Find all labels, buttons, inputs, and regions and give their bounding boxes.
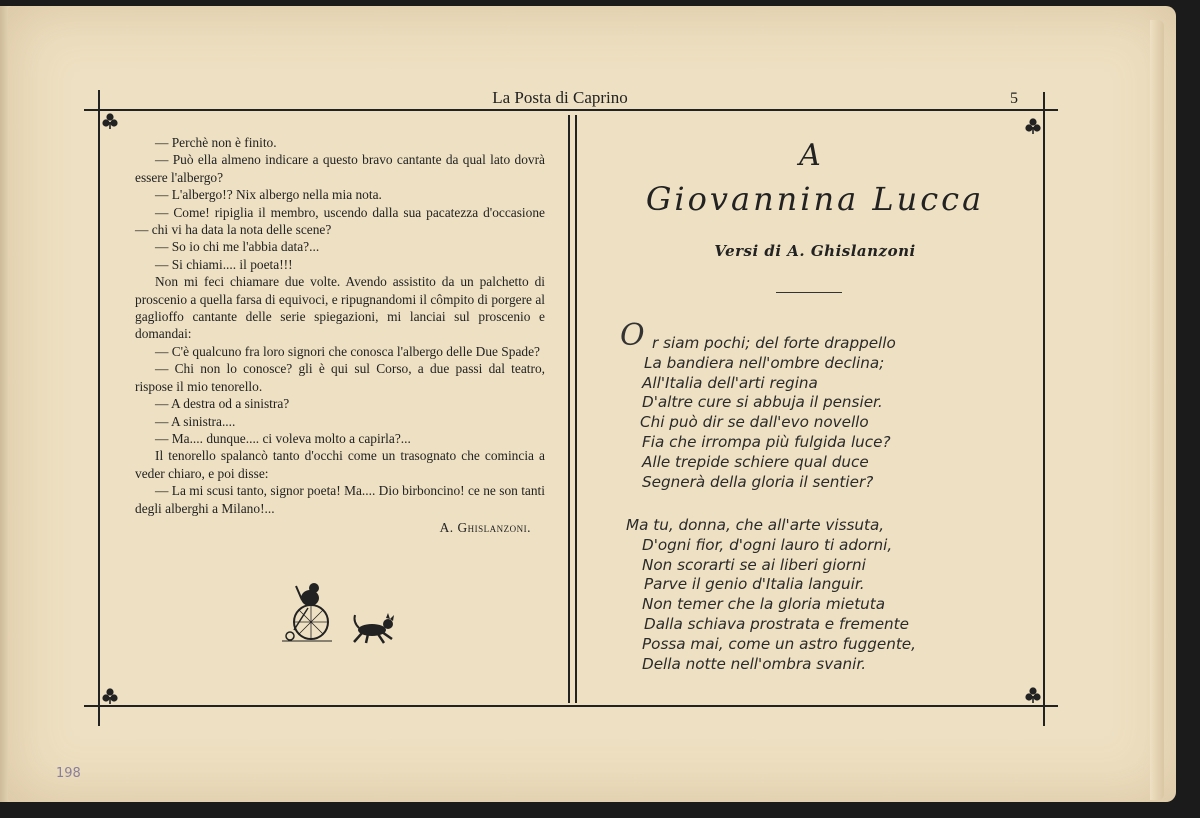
poem-line: Alle trepide schiere qual duce: [642, 452, 869, 471]
poem-author: Versi di A. Ghislanzoni: [714, 242, 916, 260]
paragraph: — C'è qualcuno fra loro signori che conosca l'albergo delle Due Spade?: [155, 343, 540, 359]
poem-stanza-2: [626, 516, 986, 674]
paragraph: — A sinistra....: [155, 413, 236, 429]
margin-pencil-note: 198: [56, 766, 81, 781]
author-signature: A. Ghislanzoni.: [439, 519, 531, 535]
paragraph: — Chi non lo conosce? gli è qui sul Corso, a due passi dal teatro, rispose il mio tenorello.: [135, 361, 545, 394]
club-ornament-icon: [1024, 686, 1042, 704]
paragraph: — Come! ripiglia il membro, uscendo dalla sua pacatezza d'occasione — chi vi ha data la nota delle scene?: [135, 204, 545, 238]
right-frame-rule: [1043, 92, 1045, 726]
poem-line: r siam pochi; del forte drappello: [652, 334, 896, 352]
poem-line: Della notte nell'ombra svanir.: [642, 654, 867, 673]
header-rule: [84, 109, 1058, 111]
poem-line: Fia che irrompa più fulgida luce?: [642, 432, 891, 451]
left-frame-rule: [98, 90, 100, 726]
paragraph: — A destra od a sinistra?: [155, 396, 290, 412]
prose-column: [135, 134, 545, 536]
poem-line: All'Italia dell'arti regina: [642, 373, 818, 392]
poem-line: D'altre cure si abbuja il pensier.: [642, 393, 883, 412]
paragraph: — Può ella almeno indicare a questo bravo cantante da qual lato dovrà essere l'albergo?: [135, 152, 545, 185]
paragraph: — So io chi me l'abbia data?...: [155, 239, 320, 255]
paragraph: — La mi scusi tanto, signor poeta! Ma.... Dio birboncino! ce ne son tanti degli alberghi a Milano!...: [135, 483, 545, 516]
club-ornament-icon: [1024, 117, 1042, 135]
poem-line: Segnerà della gloria il sentier?: [642, 472, 874, 491]
footer-rule: [84, 705, 1058, 707]
poem-dropcap: O: [620, 318, 645, 353]
poem-line: Parve il genio d'Italia languir.: [644, 575, 865, 594]
page-number: 5: [1010, 90, 1018, 107]
poem-title-dedication: A: [799, 138, 821, 173]
poem-line: La bandiera nell'ombre declina;: [644, 353, 885, 372]
club-ornament-icon: [101, 687, 119, 705]
center-rule-a: [568, 115, 570, 703]
paragraph: — Ma.... dunque.... ci voleva molto a capirla?...: [155, 430, 411, 446]
poem-line: Non scorarti se ai liberi giorni: [642, 555, 866, 574]
paragraph: Non mi feci chiamare due volte. Avendo assistito da un palchetto di proscenio a quella farsa di equivoci, e ripugnandomi il cômpito di porgere al gaglioffo cantante delle serie spiegazioni, mi lanciai sul proscenio e domandai:: [135, 274, 545, 342]
poem-line: D'ogni fior, d'ogni lauro ti adorni,: [642, 535, 893, 554]
paragraph: — Si chiami.... il poeta!!!: [155, 256, 293, 272]
frog-on-bicycle-illustration: [280, 578, 336, 644]
poem-stanza-1: [640, 334, 1000, 492]
poem-line: Non temer che la gloria mietuta: [642, 595, 886, 614]
page-right-edge: [1150, 20, 1164, 800]
center-rule-b: [575, 115, 577, 703]
running-cat-illustration: [350, 612, 400, 646]
paragraph: — L'albergo!? Nix albergo nella mia nota.: [155, 187, 382, 203]
poem-line: Chi può dir se dall'evo novello: [640, 413, 869, 432]
paragraph: Il tenorello spalancò tanto d'occhi come un trasognato che comincia a veder chiaro, e poi disse:: [135, 448, 545, 481]
poem-line: Possa mai, come un astro fuggente,: [642, 634, 916, 653]
paragraph: — Perchè non è finito.: [155, 135, 277, 150]
poem-line: Ma tu, donna, che all'arte vissuta,: [626, 516, 885, 534]
poem-title: Giovannina Lucca: [645, 180, 985, 218]
title-divider: [776, 292, 842, 293]
running-head-title: La Posta di Caprino: [492, 88, 628, 107]
poem-line: Dalla schiava prostrata e fremente: [644, 614, 909, 633]
club-ornament-icon: [101, 112, 119, 130]
